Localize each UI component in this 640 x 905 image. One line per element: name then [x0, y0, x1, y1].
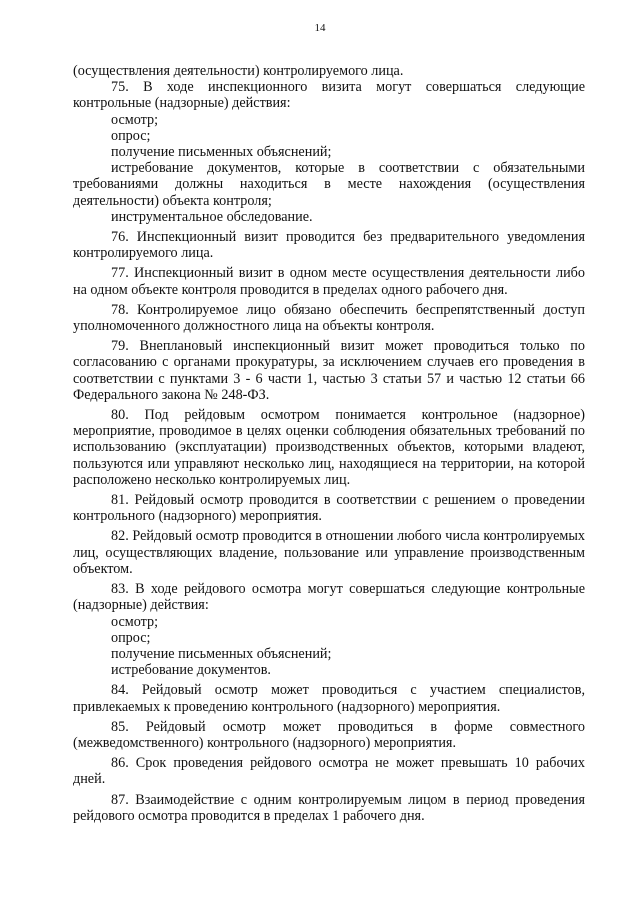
page-number: 14 — [314, 22, 326, 34]
paragraph-77: 77. Инспекционный визит в одном месте осуществления деятельности либо на одном объекте контроля проводится в пределах одного рабочего дня. — [73, 265, 585, 298]
list-item: опрос; — [111, 629, 151, 646]
paragraph-76: 76. Инспекционный визит проводится без предварительного уведомления контролируемого лица. — [73, 229, 585, 262]
paragraph-79: 79. Внеплановый инспекционный визит может проводиться только по согласованию с органами прокуратуры, за исключением случаев его проведения в соответствии с пунктами 3 - 6 части 1, частью 3 статьи 57 и частью 12 статьи 66 Федерального закона № 248-ФЗ. — [73, 338, 585, 403]
list-item: получение письменных объяснений; — [111, 144, 332, 161]
paragraph-80: 80. Под рейдовым осмотром понимается контрольное (надзорное) мероприятие, проводимое в целях оценки соблюдения обязательных требований по использованию (эксплуатации) производственных объектов, которыми владеют, пользуются или управляют несколько лиц, находящиеся на территории, на которой расположено несколько контролируемых лиц. — [73, 407, 585, 488]
paragraph-82: 82. Рейдовый осмотр проводится в отношении любого числа контролируемых лиц, осуществляющих владение, пользование или управление производственным объектом. — [73, 528, 585, 577]
list-item: истребование документов. — [111, 662, 271, 679]
document-body — [73, 63, 585, 824]
list-item: опрос; — [111, 127, 151, 144]
paragraph-continuation: (осуществления деятельности) контролируемого лица. — [73, 63, 404, 79]
paragraph-85: 85. Рейдовый осмотр может проводиться в форме совместного (межведомственного) контрольного (надзорного) мероприятия. — [73, 718, 585, 751]
list-item: осмотр; — [111, 111, 159, 128]
paragraph-86: 86. Срок проведения рейдового осмотра не может превышать 10 рабочих дней. — [73, 755, 585, 788]
paragraph-83: 83. В ходе рейдового осмотра могут совершаться следующие контрольные (надзорные) действия: — [73, 581, 585, 614]
list-item: получение письменных объяснений; — [111, 645, 332, 662]
paragraph-75: 75. В ходе инспекционного визита могут совершаться следующие контрольные (надзорные) действия: — [73, 79, 585, 112]
paragraph-78: 78. Контролируемое лицо обязано обеспечить беспрепятственный доступ уполномоченного должностного лица на объекты контроля. — [73, 301, 585, 335]
paragraph-81: 81. Рейдовый осмотр проводится в соответствии с решением о проведении контрольного (надзорного) мероприятия. — [73, 492, 585, 525]
paragraph-87: 87. Взаимодействие с одним контролируемым лицом в период проведения рейдового осмотра проводится в пределах 1 рабочего дня. — [73, 791, 585, 824]
paragraph-84: 84. Рейдовый осмотр может проводиться с участием специалистов, привлекаемых к проведению контрольного (надзорного) мероприятия. — [73, 682, 585, 715]
list-item: инструментальное обследование. — [111, 208, 313, 225]
list-item: истребование документов, которые в соответствии с обязательными требованиями должны находиться в месте нахождения (осуществления деятельности) объекта контроля; — [73, 160, 585, 209]
list-item: осмотр; — [111, 613, 159, 630]
